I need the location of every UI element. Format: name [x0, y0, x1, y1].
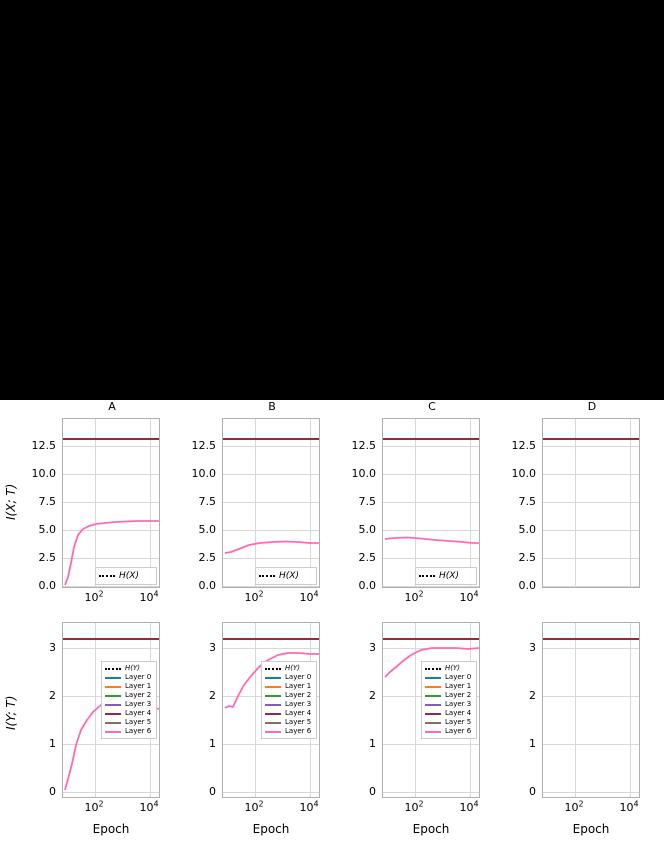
- legend-swatch-hx: [259, 575, 275, 577]
- legend-swatch-layer1: [265, 686, 281, 688]
- ytick: 2.5: [358, 551, 376, 564]
- axis-label-epoch-a: Epoch: [92, 822, 130, 836]
- ytick: 7.5: [38, 495, 56, 508]
- ytick: 1: [369, 737, 376, 750]
- plot-area-a-bottom: [62, 622, 160, 798]
- legend-label: Layer 6: [125, 727, 152, 735]
- legend-b-top: [255, 567, 317, 585]
- ytick: 2.5: [518, 551, 536, 564]
- ytick: 2: [209, 689, 216, 702]
- legend-swatch-hy: [105, 668, 121, 670]
- ytick: 2: [529, 689, 536, 702]
- legend-row: [105, 700, 153, 709]
- ytick: 3: [529, 641, 536, 654]
- ytick: 2: [49, 689, 56, 702]
- legend-label: Layer 4: [445, 709, 472, 717]
- ytick: 7.5: [358, 495, 376, 508]
- legend-row: [419, 570, 473, 582]
- legend-row: [265, 673, 313, 682]
- ytick: 7.5: [198, 495, 216, 508]
- legend-swatch-layer6: [105, 731, 121, 733]
- legend-row: [105, 673, 153, 682]
- legend-label: Layer 0: [125, 673, 152, 681]
- plot-area-d-bottom: [542, 622, 640, 798]
- ytick: 0.0: [518, 579, 536, 592]
- panel-a-top: [0, 400, 160, 604]
- legend-swatch-layer3: [265, 704, 281, 706]
- legend-label: H(X): [119, 570, 139, 581]
- ytick: 0.0: [358, 579, 376, 592]
- ytick: 10.0: [31, 467, 56, 480]
- legend-swatch-hx: [99, 575, 115, 577]
- legend-row: [425, 691, 473, 700]
- ytick: 3: [49, 641, 56, 654]
- legend-swatch-layer2: [105, 695, 121, 697]
- legend-swatch-hy: [425, 668, 441, 670]
- xtick: $10^4$: [299, 589, 319, 604]
- ytick: 0.0: [38, 579, 56, 592]
- legend-row: [425, 664, 473, 673]
- ytick: 3: [369, 641, 376, 654]
- xtick: $10^4$: [459, 799, 479, 814]
- plot-area-b-top: [222, 418, 320, 588]
- ytick: 5.0: [38, 523, 56, 536]
- legend-swatch-layer1: [105, 686, 121, 688]
- panel-b-title: B: [268, 400, 276, 413]
- plot-area-d-top: [542, 418, 640, 588]
- legend-swatch-layer4: [265, 713, 281, 715]
- legend-label: Layer 2: [125, 691, 152, 699]
- legend-label: Layer 1: [445, 682, 472, 690]
- legend-swatch-layer3: [425, 704, 441, 706]
- legend-row: [105, 691, 153, 700]
- ytick: 1: [529, 737, 536, 750]
- plot-area-c-bottom: [382, 622, 480, 798]
- ytick: 12.5: [511, 439, 536, 452]
- series-lines-a-top: [63, 419, 160, 588]
- ytick: 12.5: [351, 439, 376, 452]
- panel-d-title: D: [587, 400, 597, 413]
- legend-swatch-layer5: [265, 722, 281, 724]
- legend-a-bottom: [101, 661, 157, 739]
- xtick: $10^4$: [139, 589, 159, 604]
- legend-label: Layer 3: [125, 700, 152, 708]
- legend-row: [105, 718, 153, 727]
- ytick: 5.0: [358, 523, 376, 536]
- axis-label-epoch-b: Epoch: [252, 822, 290, 836]
- series-lines-d-top: [543, 419, 640, 588]
- legend-label: Layer 3: [445, 700, 472, 708]
- ytick: 10.0: [191, 467, 216, 480]
- legend-row: [425, 700, 473, 709]
- legend-row: [259, 570, 313, 582]
- legend-swatch-layer5: [105, 722, 121, 724]
- legend-label: Layer 4: [125, 709, 152, 717]
- series-lines-d-bottom: [543, 623, 640, 798]
- ytick: 0: [529, 785, 536, 798]
- legend-a-top: [95, 567, 157, 585]
- ytick: 10.0: [511, 467, 536, 480]
- legend-swatch-layer1: [425, 686, 441, 688]
- ytick: 0: [49, 785, 56, 798]
- ytick: 3: [209, 641, 216, 654]
- xtick: $10^4$: [139, 799, 159, 814]
- panel-c-top: [320, 400, 480, 604]
- legend-swatch-layer2: [265, 695, 281, 697]
- legend-label: Layer 2: [285, 691, 312, 699]
- legend-row: [265, 664, 313, 673]
- ytick: 2.5: [38, 551, 56, 564]
- legend-row: [425, 682, 473, 691]
- panel-d-bottom: [480, 600, 664, 850]
- legend-label: H(X): [439, 570, 459, 581]
- legend-row: [425, 709, 473, 718]
- legend-label: Layer 1: [125, 682, 152, 690]
- panel-a-bottom: [0, 600, 160, 850]
- legend-label: Layer 5: [445, 718, 472, 726]
- xtick: $10^4$: [299, 799, 319, 814]
- ytick: 10.0: [351, 467, 376, 480]
- legend-row: [265, 718, 313, 727]
- ytick: 0: [369, 785, 376, 798]
- legend-label: Layer 5: [285, 718, 312, 726]
- ytick: 2: [369, 689, 376, 702]
- legend-row: [265, 727, 313, 736]
- legend-swatch-layer6: [425, 731, 441, 733]
- legend-c-top: [415, 567, 477, 585]
- ytick: 2.5: [198, 551, 216, 564]
- legend-swatch-layer4: [425, 713, 441, 715]
- legend-label: H(Y): [285, 664, 301, 672]
- legend-row: [425, 727, 473, 736]
- legend-swatch-hy: [265, 668, 281, 670]
- xtick: $10^2$: [564, 799, 584, 814]
- legend-swatch-layer0: [265, 677, 281, 679]
- panel-b-bottom: [160, 600, 320, 850]
- legend-swatch-layer0: [425, 677, 441, 679]
- xtick: $10^2$: [404, 589, 424, 604]
- xtick: $10^2$: [84, 589, 104, 604]
- legend-b-bottom: [261, 661, 317, 739]
- xtick: $10^2$: [84, 799, 104, 814]
- legend-swatch-layer3: [105, 704, 121, 706]
- legend-label: Layer 6: [445, 727, 472, 735]
- legend-label: Layer 1: [285, 682, 312, 690]
- xtick: $10^2$: [244, 589, 264, 604]
- figure-canvas: [0, 400, 664, 860]
- legend-swatch-layer6: [265, 731, 281, 733]
- legend-row: [105, 727, 153, 736]
- legend-label: Layer 5: [125, 718, 152, 726]
- legend-label: H(X): [279, 570, 299, 581]
- plot-area-a-top: [62, 418, 160, 588]
- legend-c-bottom: [421, 661, 477, 739]
- legend-row: [105, 664, 153, 673]
- panel-c-title: C: [428, 400, 436, 413]
- legend-row: [99, 570, 153, 582]
- legend-row: [265, 700, 313, 709]
- legend-label: Layer 0: [285, 673, 312, 681]
- legend-row: [265, 709, 313, 718]
- legend-label: H(Y): [445, 664, 461, 672]
- legend-swatch-layer0: [105, 677, 121, 679]
- panel-d-top: [480, 400, 664, 600]
- axis-label-epoch-c: Epoch: [412, 822, 450, 836]
- xtick: $10^4$: [619, 799, 639, 814]
- legend-label: H(Y): [125, 664, 141, 672]
- ytick: 7.5: [518, 495, 536, 508]
- series-lines-b-top: [223, 419, 320, 588]
- legend-swatch-hx: [419, 575, 435, 577]
- ytick: 0: [209, 785, 216, 798]
- ytick: 5.0: [518, 523, 536, 536]
- ytick: 1: [209, 737, 216, 750]
- legend-row: [425, 718, 473, 727]
- series-lines-c-top: [383, 419, 480, 588]
- ytick: 0.0: [198, 579, 216, 592]
- axis-label-epoch-d: Epoch: [572, 822, 610, 836]
- legend-row: [105, 709, 153, 718]
- ytick: 5.0: [198, 523, 216, 536]
- legend-label: Layer 2: [445, 691, 472, 699]
- legend-swatch-layer2: [425, 695, 441, 697]
- xtick: $10^2$: [244, 799, 264, 814]
- black-region: [0, 0, 664, 400]
- ytick: 1: [49, 737, 56, 750]
- legend-row: [425, 673, 473, 682]
- plot-area-b-bottom: [222, 622, 320, 798]
- legend-label: Layer 0: [445, 673, 472, 681]
- ytick: 12.5: [191, 439, 216, 452]
- legend-swatch-layer4: [105, 713, 121, 715]
- legend-row: [105, 682, 153, 691]
- legend-row: [265, 682, 313, 691]
- panel-a-title: A: [108, 400, 116, 413]
- axis-label-ixt-row1: I(X; T): [4, 483, 18, 520]
- legend-row: [265, 691, 313, 700]
- xtick: $10^2$: [404, 799, 424, 814]
- panel-c-bottom: [320, 600, 480, 850]
- plot-area-c-top: [382, 418, 480, 588]
- legend-label: Layer 6: [285, 727, 312, 735]
- legend-swatch-layer5: [425, 722, 441, 724]
- panel-b-top: [160, 400, 320, 604]
- xtick: $10^4$: [459, 589, 479, 604]
- legend-label: Layer 4: [285, 709, 312, 717]
- axis-label-iyt-row2: I(Y; T): [4, 695, 18, 730]
- ytick: 12.5: [31, 439, 56, 452]
- legend-label: Layer 3: [285, 700, 312, 708]
